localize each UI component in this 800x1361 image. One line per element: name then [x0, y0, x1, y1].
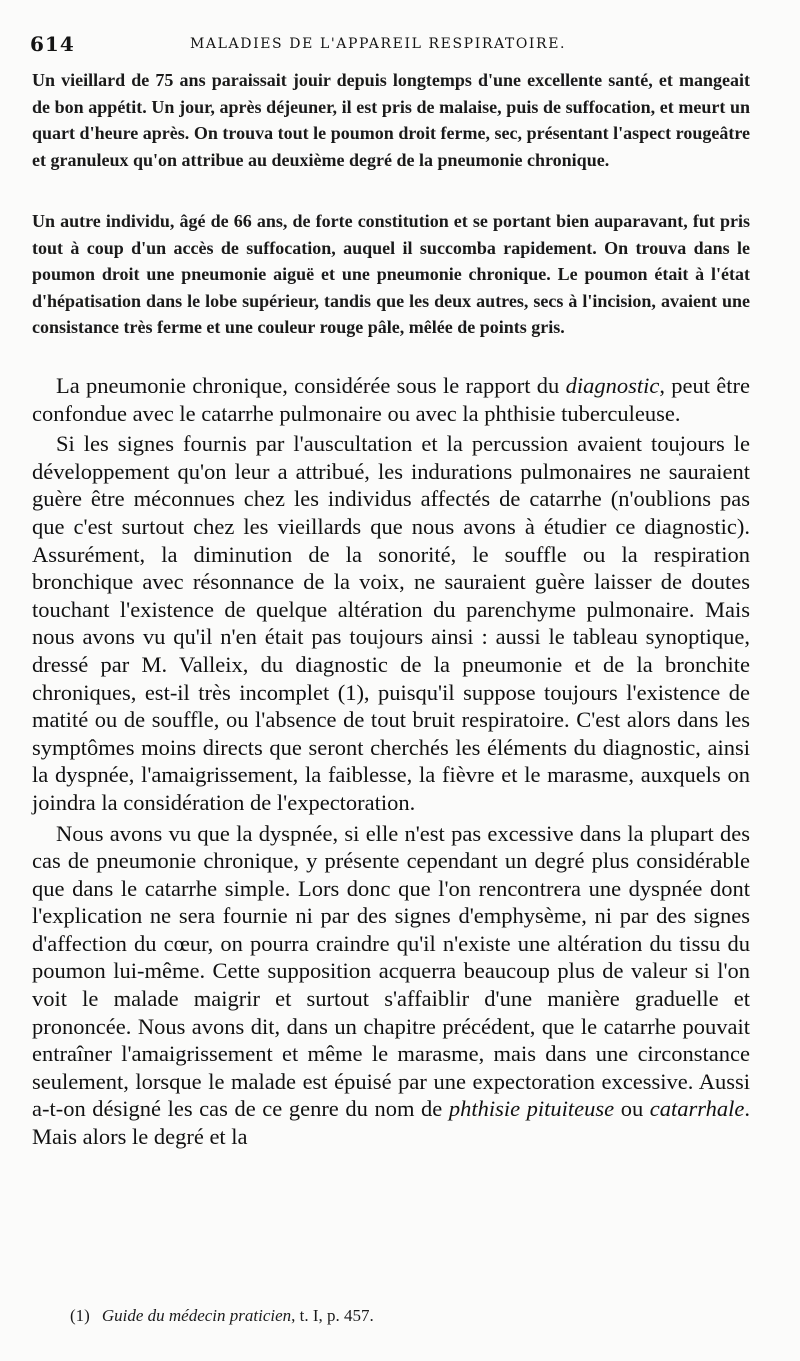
footnote-reference: , t. I, p. 457. — [291, 1306, 374, 1325]
body-text: ou — [614, 1096, 650, 1122]
emphasis-text: catarrhale — [649, 1096, 745, 1122]
running-title: MALADIES DE L'APPAREIL RESPIRATOIRE. — [190, 36, 567, 52]
main-text — [32, 372, 750, 1154]
body-text: Nous avons vu que la dyspnée, si elle n'est pas excessive dans la plupart des cas de pneumonie chronique, y présente cependant un degré plus considérable que dans le catarrhe simple. Lors donc que l'on rencontrera une dyspnée dont l'explication ne sera fournie ni par des signes d'emphysème, ni par des signes d'affection du cœur, on pourra craindre qu'il n'existe une altération du tissu du poumon lui-même. Cette supposition acquerra beaucoup plus de valeur si l'on voit le malade maigrir et surtout s'affaiblir d'une manière graduelle et prononcée. Nous avons dit, dans un chapitre précédent, que le catarrhe pouvait entraîner l'amaigrissement et même le marasme, mais dans une circonstance seulement, lorsque le malade est épuisé par une expectoration excessive. Aussi a-t-on désigné les cas de ce genre du nom de — [32, 820, 750, 1122]
observation-text: Un autre individu, âgé de 66 ans, de forte constitution et se portant bien auparavant, fut pris tout à coup d'un accès de suffocation, auquel il succomba rapidement. On trouva dans le poumon droit une pneumonie aiguë et une pneumonie chronique. Le poumon était à l'état d'hépatisation dans le lobe supérieur, tandis que les deux autres, secs à l'incision, avaient une consistance très ferme et une couleur rouge pâle, mêlée de points gris. — [32, 211, 750, 337]
emphasis-text: phthisie pituiteuse — [448, 1096, 615, 1122]
body-text: , peut être confondue avec le catarrhe pulmonaire ou avec la phthisie tuberculeuse. — [32, 373, 750, 426]
page-number: 614 — [30, 32, 75, 56]
observation-paragraph — [32, 208, 750, 341]
observation-paragraph — [32, 67, 750, 173]
observation-text: Un vieillard de 75 ans paraissait jouir depuis longtemps d'une excellente santé, et mangeait de bon appétit. Un jour, après déjeuner, il est pris de malaise, puis de suffocation, et meurt un quart d'heure après. On trouva tout le poumon droit ferme, sec, présentant l'aspect rougeâtre et granuleux qu'on attribue au deuxième degré de la pneumonie chronique. — [32, 70, 750, 170]
footnote-number: (1) — [70, 1306, 90, 1325]
body-paragraph — [32, 820, 750, 1151]
footnote-title: Guide du médecin praticien — [101, 1306, 292, 1325]
footnote — [70, 1306, 374, 1326]
body-text: . Mais alors le degré et la — [32, 1096, 751, 1150]
body-paragraph: Si les signes fournis par l'auscultation et la percussion avaient toujours le développement qu'on leur a attribué, les indurations pulmonaires ne sauraient guère être méconnues chez les individus affectés de catarrhe (n'oublions pas que c'est surtout chez les vieillards que nous avons à étudier ce diagnostic). Assurément, la diminution de la sonorité, le souffle ou la respiration bronchique avec résonnance de la voix, ne sauraient guère laisser de doutes touchant l'existence de quelque altération du parenchyme pulmonaire. Mais nous avons vu qu'il n'en était pas toujours ainsi : aussi le tableau synoptique, dressé par M. Valleix, du diagnostic de la pneumonie et de la bronchite chroniques, est-il très incomplet (1), puisqu'il suppose toujours l'existence de matité ou de souffle, ou l'absence de tout bruit respiratoire. C'est alors dans les symptômes moins directs que seront cherchés les éléments du diagnostic, ainsi la dyspnée, l'amaigrissement, la faiblesse, la fièvre et le marasme, auxquels on joindra la considération de l'expectoration. — [32, 431, 750, 815]
emphasis-text: diagnostic — [565, 373, 660, 398]
body-text: La pneumonie chronique, considérée sous le rapport du — [56, 373, 566, 398]
page-header — [30, 32, 750, 56]
body-paragraph — [32, 372, 750, 427]
